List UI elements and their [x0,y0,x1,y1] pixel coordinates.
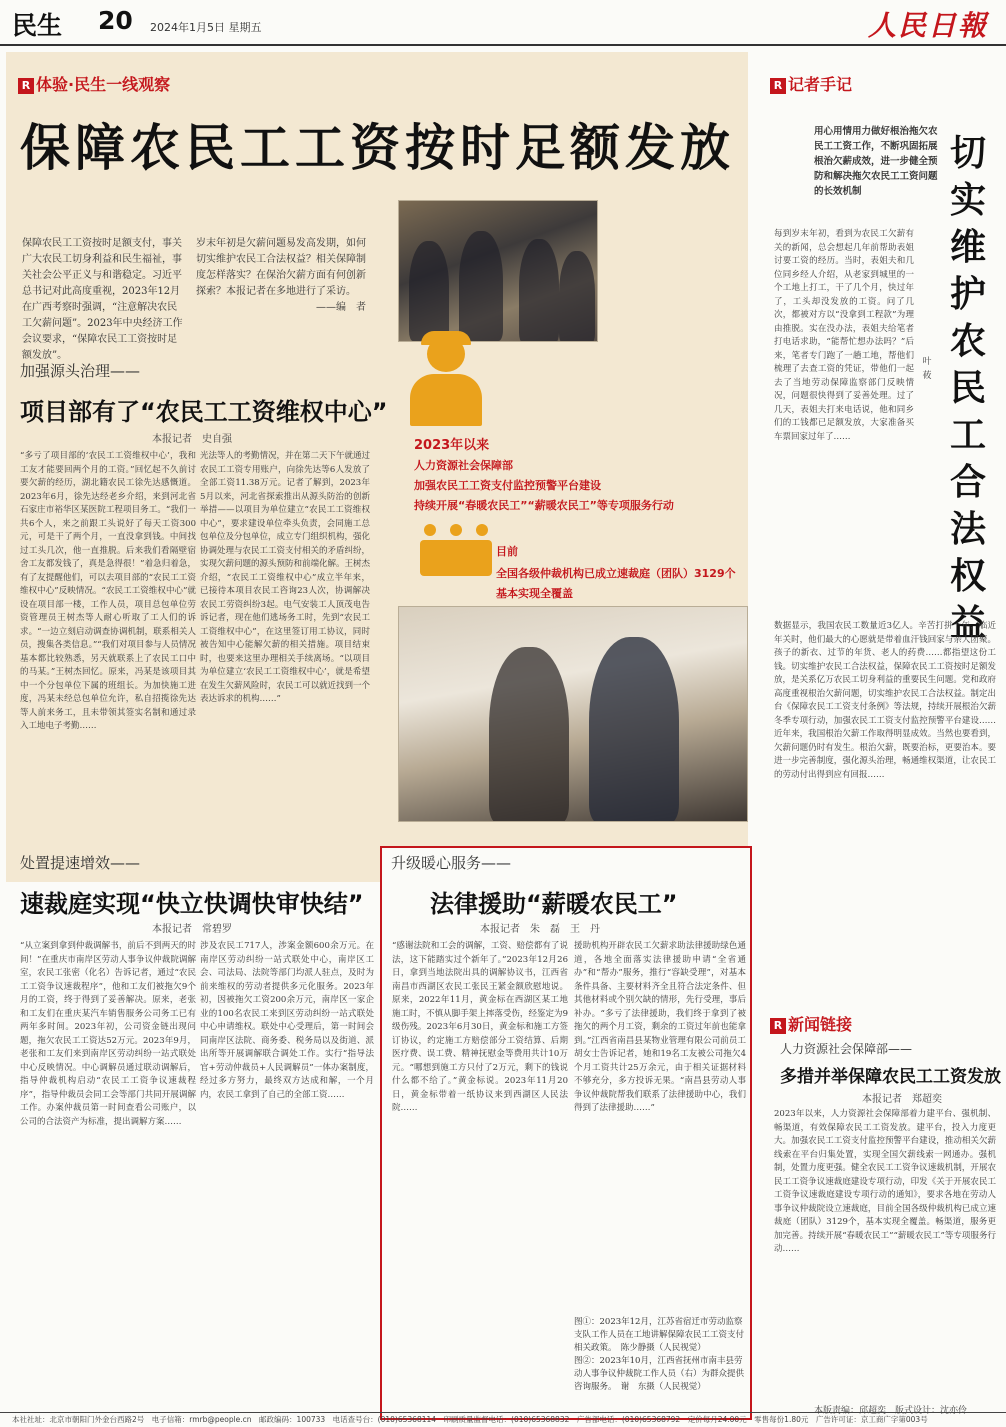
infographic-line-3: 持续开展“春暖农民工”“薪暖农民工”等专项服务行动 [414,499,674,512]
boxed-article-column-2: 援助机构开辟农民工欠薪求助法律援助绿色通道，各地全面落实法律援助申请“全省通办”和“帮办”服务，推行“容缺受理”，对基本条件具备、主要材料齐全且符合法定条件、但其他材料或个别欠缺的情形，先行受理，事后补办。“多亏了法律援助，我们终于拿到了被拖欠的两个月工资，剩余的工资过年前也能拿到。”江西省南昌县某物业管理有限公司前员工胡女士告诉记者，她和19名工友被公司拖欠4个月工资共计25万余元，由于相关证据材料不够充分，多方投诉无果。“南昌县劳动人事争议仲裁院帮我们联系了法律援助中心，我们得到了法律援助……” [574,941,746,1113]
tribunal-table-icon [420,540,492,576]
news-link-kicker-text: 新闻链接 [788,1015,853,1034]
infographic-stat: 全国各级仲裁机构已成立速裁庭（团队）3129个 [496,567,736,580]
editor-credits: 本版责编：邱超奕 版式设计：沈亦伶 [814,1406,968,1416]
article2-column-2: 涉及农民工717人，涉案金额600余万元。在南岸区劳动纠纷一站式联处中心，南岸区工会、司法局、法院等部门均派人驻点，及时为前来维权的劳动者提供多元化服务。2023年初，因被拖欠工资200余万元，南岸区一家企业的100名农民工来到区劳动纠纷一站式联处中心申请维权。联处中心受理后，第一时间会同南岸区法院、商务委、税务局以及街道、派出所等开展调解联合调处工作。实行“指导法官+劳动仲裁员+人民调解员”一体办案制度，经过多方努力，最终双方达成和解，一个月内，农民工拿到了自己的全部工资…… [200,941,374,1100]
section-name: 民生 [12,11,63,40]
main-headline: 保障农民工工资按时足额发放 [20,119,735,177]
article1-column-1: “多亏了项目部的‘农民工工资维权中心’，我和工友才能要回两个月的工资。”回忆起不久前讨要欠薪的经历，湖北籍农民工徐先达感慨道。2023年6月，徐先达经老乡介绍，来到河北省石家庄市裕华区某医院工程项目务工。“我们一共6个人，来之前跟工头说好了每天工资300元，可是干了两个月，一直没拿到钱。中间找过工头几次，他一直推脱。后来我们看隔壁宿舍工友都发钱了，真是急得很！”着急归着急，有了友提醒他们，可以去项目部的“农民工工资维权中心”反映情况。“农民工工资维权中心”就设在项目部一楼，工作人员，项目总包单位劳资管理员王树杰等人耐心听取了工人们的诉求。“一边立刻启动调查协调机制，联系相关人员，搜集各类信息。”“我们对项目参与人员情况基本都比较熟悉，另天就联系上了农民工口中的马某。”王树杰回忆。原来，冯某是该项目其中一个分包单位下属的班组长。为加快施工进度，冯某未经总包单位允许，私自招揽徐先达等人前来务工，且未带领其签实名制和通过录入工地电子考勤…… [20,451,196,731]
article1-byline: 本报记者 史自强 [152,434,232,445]
article1-column-2: 光法等人的考勤情况，并在第二天下午就通过农民工工资专用账户，向徐先达等6人发放了全部工资11.38万元。记者了解到，2023年5月以来，河北省探索推出从源头防治的创新举措——以项目为单位建立“农民工工资维权中心”，要求建设单位牵头负责，会同施工总包单位及分包单位，成立专门组织机构，强化协调处理与农民工工资支付相关的矛盾纠纷，实现欠薪问题的源头预防和前端化解。王树杰介绍，“农民工工资维权中心”成立半年来，已接待本项目农民工咨询23人次，协调解决农民工劳资纠纷3起。电气安装工人顶茂电告诉记者，现在他们逃场务工时，先到“农民工工资维权中心”，在这里签订用工协议，同时被告知中心能解欠薪的相关措施。项目结束时，也要来这里办理相关手续离场。“以项目为单位建立‘农民工工资维权中心’，就是希望在发生欠薪风险时，农民工可以就近找到一个表达诉求的机构……” [200,451,370,704]
infographic-now: 目前 [496,545,518,558]
article2-label: 处置提速增效—— [20,854,141,872]
article2-byline: 本报记者 常碧罗 [152,924,232,935]
editor-note-text: 岁末年初是欠薪问题易发高发期，如何切实维护农民工合法权益？相关保障制度怎样落实？在保治欠薪方面有何创新探索？本报记者在多地进行了采访。 [196,238,366,297]
news-link-body: 2023年以来，人力资源社会保障部着力建平台、强机制、畅渠道，有效保障农民工工资发放。建平台，投入力度更大。加强农民工工资支付监控预警平台建设，推动相关欠薪线索在平台归集处置，实现全国欠薪线索一网通办。强机制，处置力度更强。健全农民工工资争议速裁机制，开展农民工工资争议速裁庭建设专项行动，印发《关于开展农民工工资争议速裁庭建设专项行动的通知》，要求各地在劳动人事争议仲裁院设立速裁庭，目前全国各级仲裁机构已成立速裁庭（团队）3129个，基本实现全覆盖。畅渠道，服务更加完善。持续开展“春暖农民工”“薪暖农民工”等专项服务行动…… [774,1109,996,1254]
boxed-article-title: 法律援助“薪暖农民工” [430,890,678,918]
column-mark-icon: R [770,78,786,94]
boxed-article-byline: 本报记者 朱 磊 王 丹 [480,924,600,935]
commentary-column-bottom: 数据显示，我国农民工数量近3亿人。辛苦打拼一年，临近年关时，他们最大的心愿就是带着血汗钱回家与亲人团聚。孩子的新衣、过节的年货、老人的药费……都指望这份工钱。切实维护农民工合法权益，保障农民工工资按时足额发放，是关系亿万农民工切身利益的重要民生问题。党和政府高度重视根治欠薪问题，切实维护农民工合法权益。制定出台《保障农民工工资支付条例》等法规，持续开展根治欠薪冬季专项行动，加强农民工工资支付监控预警平台建设……近年来，我国根治欠薪工作取得明显成效。当然也要看到，欠薪问题仍时有发生。根治欠薪，既要治标，更要治本。要进一步完善制度，强化源头治理，畅通维权渠道，让农民工的劳动付出得到应有回报…… [774,621,996,780]
article1-label: 加强源头治理—— [20,362,141,380]
editor-note-part-2 [196,236,366,316]
newspaper-logo: 人民日報 [868,9,989,42]
page-number: 20 [98,6,133,35]
commentary-title: 切实维护农民工合法权益 [949,133,986,644]
photo-captions [574,1316,746,1394]
editor-signature: ——编 者 [316,302,366,313]
photo-caption-1: 图①：2023年12月，江苏省宿迁市劳动监察支队工作人员在工地讲解保障农民工工资支付相关政策。 陈少静摄（人民视觉） [574,1317,745,1353]
photo-caption-2: 图②：2023年10月，江西省抚州市南丰县劳动人事争议仲裁院工作人员（右）为群众提供咨询服务。 谢 东摄（人民视觉） [574,1356,745,1392]
news-link-label: 人力资源社会保障部—— [780,1042,913,1056]
feature-kicker-text: 体验·民生一线观察 [36,75,171,94]
feature-kicker [18,72,170,95]
editor-note-part-1: 保障农民工工资按时足额支付，事关广大农民工切身利益和民生福祉，事关社会公平正义与和谐稳定。习近平总书记对此高度重视，2023年12月在广西考察时强调，“注意解决农民工欠薪问题”。2023年中央经济工作会议要求，“保障农民工工资按时足额发放”。 [22,238,183,361]
photo-workers-site [398,200,598,342]
column-mark-icon: R [18,78,34,94]
commentary-summary: 用心用情用力做好根治拖欠农民工工资工作，不断巩固拓展根治欠薪成效，进一步健全预防和解决拖欠农民工工资问题的长效机制 [814,126,938,197]
person-icon [450,524,462,536]
issue-date: 2024年1月5日 星期五 [150,21,262,34]
person-icon [476,524,488,536]
footer-imprint: 本社社址：北京市朝阳门外金台西路2号 电子信箱：rmrb@people.cn 邮政编码：100733 电话查号台：(010)65368114 印刷质量监督电话：(010)65368832 广告部电话：(010)65368792 定价每月24.00元 零售每份1.80元 广告许可证：京工商广字第003号 [12,1415,928,1424]
news-link-title: 多措并举保障农民工工资发放 [780,1067,1001,1087]
infographic-line-2: 加强农民工工资支付监控预警平台建设 [414,479,601,492]
infographic-year: 2023年以来 [414,438,490,453]
article2-column-1: “从立案到拿到仲裁调解书，前后不到两天的时间！”在重庆市南岸区劳动人事争议仲裁院调解室，农民工张密（化名）告诉记者，通过“农民工工资争议速裁程序”，他和工友们被拖欠9个月的工资，终于得到了妥善解决。原来，老张和工友们在重庆某汽车销售服务公司务工已有两年多时间。2023年初，公司资金链出现问题，拖欠农民工工资达52万元。2023年9月，老张和工友们来到南岸区劳动纠纷一站式联处中心反映情况。中心调解员通过联动调解后，指导仲裁机构启动“农民工工资争议速裁程序”，指导仲裁员会同工会等部门共同开展调解工作。办案仲裁员第一时间查看公司账户，以公司的合法资产为标准，提出调解方案…… [20,941,196,1127]
boxed-article-column-1: “感谢法院和工会的调解，工资、赔偿都有了说法，这下能踏实过个新年了。”2023年12月26日，拿到当地法院出具的调解协议书，江西省南昌市西湖区农民工张民王紧金额欣慰地说。原来，2022年11月，黄金标在西湖区某工地施工时，不慎从脚手架上摔落受伤，经鉴定为9级伤残。2023年6月30日，黄金标和施工方签订协议，约定施工方赔偿部分工资结算、后期医疗费、误工费、精神抚慰金等费用共计10万元。“哪想到施工方只付了2万元，剩下的钱说什么都不给了。”黄金标说。2023年11月20日，黄金标带着一纸协议来到西湖区人民法院…… [392,941,568,1113]
infographic-line-1: 人力资源社会保障部 [414,459,513,472]
worker-head-icon [427,336,465,372]
reporter-notes-kicker-text: 记者手记 [788,75,853,94]
article2-title: 速裁庭实现“快立快调快审快结” [20,890,364,918]
article1-title: 项目部有了“农民工工资维权中心” [20,398,388,426]
news-link-kicker [770,1012,852,1035]
photo-legal-consultation [398,606,748,822]
worker-icon [410,374,482,426]
commentary-column-top: 每到岁末年初，看到为农民工欠薪有关的新闻，总会想起几年前帮助表姐讨要工资的经历。当时，表姐夫和几位同乡经人介绍，从老家到城里的一个工地上打工，干了几个月，快过年了，工头却没发放的工资。问了几次，都被对方以“没拿到工程款”为理由推脱。实在没办法，表姐夫给笔者打电话求助，“能帮忙想办法吗？”后来，笔者专门跑了一趟工地，帮他们梳理了去查工资的凭证，带他们一起去了当地劳动保障监察部门反映情况，问题很快得到了妥善处理。过了几天，表姐夫打来电话说，他和同乡们的工钱都已足额发放，大家准备买车票回家过年了…… [774,229,914,442]
person-icon [424,524,436,536]
boxed-article-label: 升级暖心服务—— [391,854,512,872]
infographic-stat-note: 基本实现全覆盖 [496,587,573,600]
news-link-byline: 本报记者 郑超奕 [862,1094,942,1105]
reporter-notes-kicker [770,72,852,95]
commentary-author: 叶 莜 [922,357,941,381]
column-mark-icon: R [770,1018,786,1034]
